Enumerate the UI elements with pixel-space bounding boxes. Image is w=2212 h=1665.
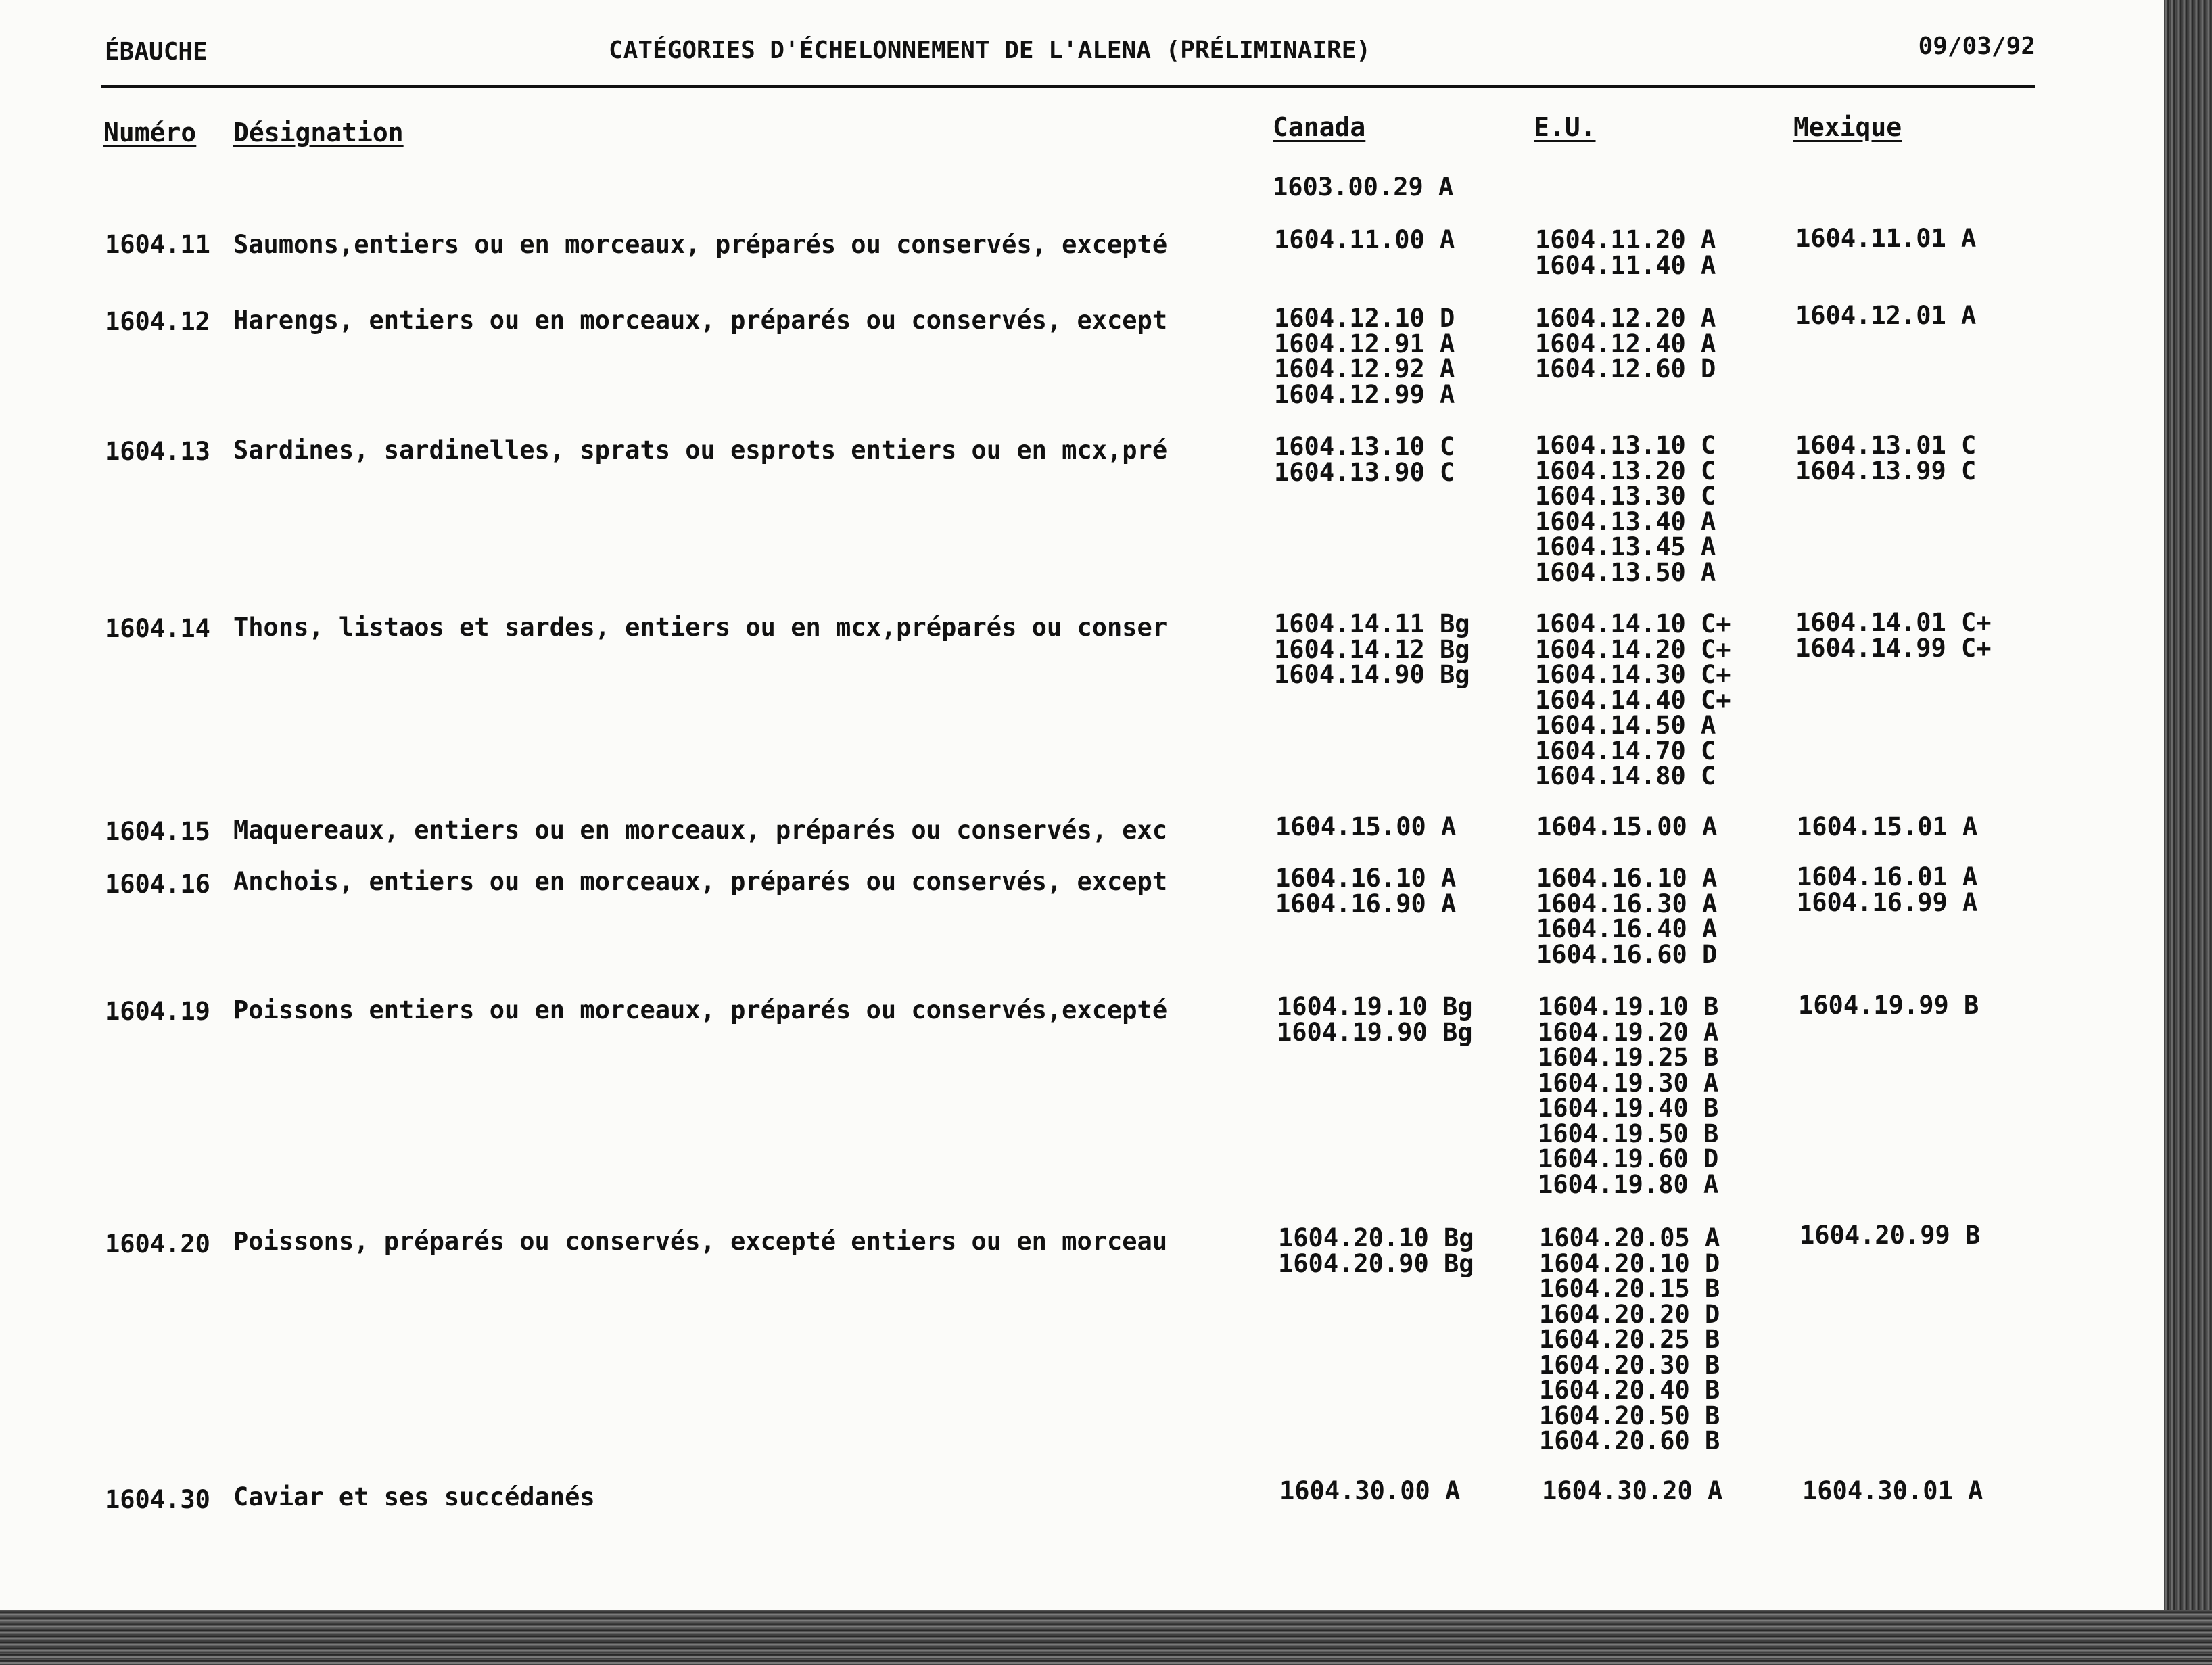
tariff-code: 1604.14.99 C+ (1795, 633, 1992, 663)
tariff-code: 1604.15.00 A (1275, 812, 1457, 841)
eu-codes (1535, 227, 1716, 278)
tariff-code: 1604.30.01 A (1802, 1476, 1983, 1505)
tariff-code: 1604.19.20 A (1538, 1017, 1719, 1047)
entry-number: 1604.13 (105, 437, 210, 466)
tariff-code: 1604.30.20 A (1542, 1476, 1723, 1505)
tariff-code: 1604.13.10 C (1535, 431, 1716, 460)
tariff-code: 1604.15.00 A (1536, 812, 1718, 841)
entry-designation: Poissons, préparés ou conservés, excepté entiers ou en morceau (233, 1227, 1168, 1256)
canada-codes (1274, 306, 1455, 407)
tariff-code: 1604.19.80 A (1538, 1169, 1719, 1199)
tariff-code: 1604.14.70 C (1535, 736, 1716, 766)
tariff-code: 1604.14.11 Bg (1274, 609, 1470, 638)
canada-codes (1278, 1225, 1474, 1276)
tariff-code: 1604.12.40 A (1535, 329, 1716, 358)
tariff-code: 1604.19.10 B (1538, 992, 1719, 1021)
tariff-code: 1604.14.40 C+ (1535, 685, 1731, 715)
eu-codes (1535, 611, 1731, 789)
column-header-canada: Canada (1273, 112, 1366, 142)
entry-number: 1604.15 (105, 817, 210, 846)
tariff-code: 1604.30.00 A (1279, 1476, 1461, 1505)
tariff-code: 1604.16.01 A (1797, 862, 1978, 891)
tariff-code: 1604.16.60 D (1536, 939, 1718, 969)
tariff-code: 1604.20.10 Bg (1278, 1223, 1474, 1252)
tariff-code: 1604.15.01 A (1797, 812, 1978, 841)
mexique-codes (1795, 433, 1976, 484)
canada-codes (1277, 994, 1473, 1045)
entry-number: 1604.30 (105, 1485, 210, 1514)
mexique-codes (1797, 814, 1977, 840)
preamble-canada-codes (1273, 174, 1453, 200)
tariff-code: 1604.20.05 A (1539, 1223, 1720, 1252)
entry-number: 1604.11 (105, 230, 210, 259)
mexique-codes (1802, 1478, 1983, 1504)
tariff-code: 1604.20.50 B (1539, 1401, 1720, 1430)
entry-designation: Caviar et ses succédanés (233, 1482, 595, 1511)
tariff-code: 1604.11.01 A (1795, 224, 1977, 253)
tariff-code: 1604.13.40 A (1535, 507, 1716, 536)
tariff-code: 1604.20.60 B (1539, 1426, 1720, 1455)
tariff-code: 1604.19.50 B (1538, 1119, 1719, 1148)
eu-codes (1538, 994, 1718, 1197)
tariff-code: 1604.14.80 C (1535, 761, 1716, 791)
tariff-code: 1604.14.90 Bg (1274, 660, 1470, 689)
eu-codes (1542, 1478, 1722, 1504)
tariff-code: 1604.16.90 A (1275, 889, 1457, 918)
tariff-code: 1604.13.30 C (1535, 482, 1716, 511)
mexique-codes (1795, 610, 1992, 661)
tariff-code: 1604.14.12 Bg (1274, 634, 1470, 664)
scan-bottom-edge (0, 1610, 2212, 1665)
eu-codes (1535, 433, 1716, 585)
tariff-code: 1604.13.50 A (1535, 557, 1716, 587)
tariff-code: 1604.19.60 D (1538, 1144, 1719, 1173)
entry-designation: Maquereaux, entiers ou en morceaux, préparés ou conservés, exc (233, 816, 1168, 845)
entry-designation: Poissons entiers ou en morceaux, préparés ou conservés,excepté (233, 995, 1168, 1025)
tariff-code: 1604.14.01 C+ (1795, 608, 1992, 637)
entry-number: 1604.14 (105, 614, 210, 643)
tariff-code: 1604.16.10 A (1536, 864, 1718, 893)
tariff-code: 1604.14.30 C+ (1535, 660, 1731, 689)
entry-number: 1604.20 (105, 1229, 210, 1259)
header-rule (101, 85, 2035, 88)
tariff-code: 1604.11.20 A (1535, 225, 1716, 254)
tariff-code: 1604.19.90 Bg (1277, 1017, 1473, 1047)
entry-designation: Thons, listaos et sardes, entiers ou en mcx,préparés ou conser (233, 613, 1168, 642)
entry-number: 1604.12 (105, 307, 210, 336)
tariff-code: 1604.19.25 B (1538, 1043, 1719, 1072)
tariff-code: 1604.12.92 A (1274, 354, 1455, 383)
document-date: 09/03/92 (1918, 32, 2035, 60)
tariff-code: 1604.20.99 B (1799, 1221, 1981, 1250)
entry-designation: Harengs, entiers ou en morceaux, préparés ou conservés, except (233, 306, 1168, 335)
eu-codes (1539, 1225, 1720, 1454)
tariff-code: 1604.14.20 C+ (1535, 634, 1731, 664)
mexique-codes (1797, 864, 1977, 915)
scan-right-edge (2164, 0, 2212, 1665)
tariff-code: 1603.00.29 A (1273, 172, 1454, 202)
tariff-code: 1604.20.30 B (1539, 1350, 1720, 1380)
tariff-code: 1604.13.90 C (1274, 457, 1455, 487)
entry-number: 1604.16 (105, 870, 210, 899)
tariff-code: 1604.16.40 A (1536, 914, 1718, 943)
tariff-code: 1604.19.10 Bg (1277, 992, 1473, 1021)
mexique-codes (1795, 226, 1976, 252)
column-header-eu: E.U. (1534, 112, 1596, 142)
tariff-code: 1604.12.99 A (1274, 379, 1455, 409)
tariff-code: 1604.20.40 B (1539, 1376, 1720, 1405)
tariff-code: 1604.20.20 D (1539, 1299, 1720, 1329)
column-header-designation: Désignation (233, 118, 404, 147)
canada-codes (1274, 611, 1470, 688)
tariff-code: 1604.13.45 A (1535, 532, 1716, 561)
tariff-code: 1604.12.10 D (1274, 304, 1455, 333)
canada-codes (1274, 227, 1455, 253)
canada-codes (1275, 814, 1456, 840)
page-header (101, 32, 2035, 73)
eu-codes (1535, 306, 1716, 382)
canada-codes (1274, 434, 1455, 485)
mexique-codes (1795, 303, 1976, 329)
tariff-code: 1604.13.20 C (1535, 456, 1716, 486)
tariff-code: 1604.16.30 A (1536, 889, 1718, 918)
tariff-code: 1604.13.01 C (1795, 431, 1977, 460)
tariff-code: 1604.20.90 Bg (1278, 1248, 1474, 1278)
tariff-code: 1604.11.40 A (1535, 250, 1716, 280)
eu-codes (1536, 814, 1717, 840)
column-header-mexique: Mexique (1793, 112, 1902, 142)
tariff-code: 1604.19.40 B (1538, 1094, 1719, 1123)
column-header-numero: Numéro (103, 118, 197, 147)
entry-designation: Saumons,entiers ou en morceaux, préparés ou conservés, excepté (233, 230, 1168, 259)
tariff-code: 1604.14.10 C+ (1535, 609, 1731, 638)
tariff-code: 1604.19.30 A (1538, 1068, 1719, 1098)
draft-label: ÉBAUCHE (105, 38, 208, 66)
tariff-code: 1604.13.99 C (1795, 456, 1977, 486)
entry-number: 1604.19 (105, 997, 210, 1026)
entry-designation: Anchois, entiers ou en morceaux, préparés ou conservés, except (233, 867, 1168, 896)
canada-codes (1279, 1478, 1460, 1504)
tariff-code: 1604.16.99 A (1797, 887, 1978, 917)
eu-codes (1536, 866, 1717, 967)
document-title: CATÉGORIES D'ÉCHELONNEMENT DE L'ALENA (PRÉLIMINAIRE) (609, 37, 1371, 64)
tariff-code: 1604.11.00 A (1274, 225, 1455, 254)
entry-designation: Sardines, sardinelles, sprats ou esprots entiers ou en mcx,pré (233, 436, 1168, 465)
tariff-code: 1604.13.10 C (1274, 432, 1455, 461)
tariff-code: 1604.16.10 A (1275, 864, 1457, 893)
tariff-code: 1604.12.91 A (1274, 329, 1455, 358)
tariff-code: 1604.12.60 D (1535, 354, 1716, 383)
tariff-code: 1604.12.20 A (1535, 304, 1716, 333)
tariff-code: 1604.14.50 A (1535, 711, 1716, 740)
mexique-codes (1798, 993, 1979, 1018)
tariff-code: 1604.20.15 B (1539, 1274, 1720, 1303)
tariff-code: 1604.20.25 B (1539, 1325, 1720, 1354)
tariff-code: 1604.19.99 B (1798, 991, 1979, 1020)
tariff-code: 1604.20.10 D (1539, 1248, 1720, 1278)
mexique-codes (1799, 1223, 1980, 1248)
tariff-code: 1604.12.01 A (1795, 301, 1977, 330)
canada-codes (1275, 866, 1456, 916)
